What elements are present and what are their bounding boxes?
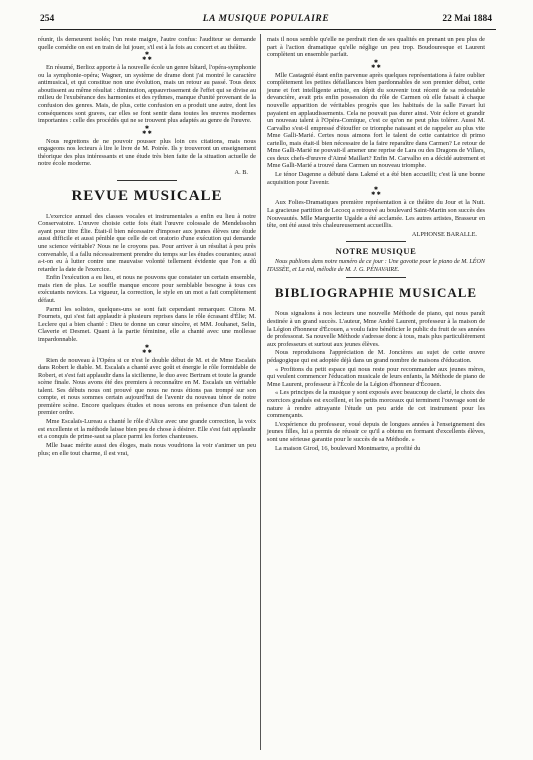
signature: A. B. [234, 169, 248, 177]
paragraph: mais il nous semble qu'elle ne perdrait rien de ses qualités en prenant un peu plus de part à l'action dramatique qu'elle néglige un peu trop. Boudouresque et Laurent complètent un ensemble parfait. [267, 36, 485, 59]
section-title-revue: REVUE MUSICALE [71, 187, 223, 204]
section-title-bibliographie: BIBLIOGRAPHIE MUSICALE [274, 285, 478, 301]
asterism: ✱ ✱ ✱ [142, 344, 152, 355]
music-note: Nous publions dans notre numéro de ce jour : Une gavotte pour le piano de M. LÉON ITASSÈE, et La nid, mélodie de M. J. G. PÉNAVAIRE. [267, 259, 485, 273]
asterism: ✱ ✱ ✱ [371, 187, 381, 198]
issue-date: 22 Mai 1884 [442, 14, 492, 24]
divider [117, 180, 177, 181]
paragraph: L'expérience du professeur, voué depuis de longues années à l'enseignement des jeunes filles, lui a permis de réussir ce qu'il a obtenu en formant d'excellents élèves, sont une sérieuse garantie pour le succès de sa Méthode. » [267, 420, 485, 443]
divider [346, 241, 406, 242]
signature: ALPHONSE BARALLE. [411, 230, 477, 238]
paragraph: Le ténor Dagenne a débuté dans Lakmé et a été bien accueilli; c'est là une bonne acquisition pour l'avenir. [267, 171, 485, 186]
paragraph: Nous reproduisons l'appréciation de M. Joncières au sujet de cette œuvre pédagogique qui est adoptée déjà dans un grand nombre de maisons d'éducation. [267, 349, 485, 364]
asterism: ✱ ✱ ✱ [142, 52, 152, 63]
paragraph: Rien de nouveau à l'Opéra si ce n'est le double début de M. et de Mme Escalaïs dans Robert le diable. M. Escalaïs a chanté avec goût et énergie le rôle formidable de Robert, et s'est fait applaudir dans la sicilienne, le duo avec Bertram et toute la grande scène finale. Nous avons été des premiers à reconnaître en M. Escalaïs un véritable talent. Ses débuts nous ont prouvé que nous ne nous étions pas trompé sur son compte, et nous sommes certain aujourd'hui de l'avenir du nouveau ténor de notre première scène. Encore quelques études et nous serons en présence d'un talent de premier ordre. [38, 356, 256, 417]
page-header [40, 14, 492, 28]
asterism: ✱ ✱ ✱ [371, 59, 381, 70]
paragraph: réunir, ils demeurent isolés; l'un reste maigre, l'autre confus: l'auditeur se demande quelle comédie on est en train de lui jouer, s'il est à la fois au concert et au théâtre. [38, 36, 256, 51]
asterism: ✱ ✱ ✱ [142, 125, 152, 136]
right-column [267, 36, 485, 453]
paragraph: Mme Escalaïs-Lureau a chanté le rôle d'Alice avec une grande correction, la voix est excellente et la méthode laisse bien peu de chose à désirer. Elle s'est fait applaudir et a conquis de prime-saut sa place parmi les fortes chanteuses. [38, 418, 256, 441]
section-title-notre-musique: NOTRE MUSIQUE [335, 246, 417, 257]
divider [346, 277, 406, 278]
paragraph: La maison Girod, 16, boulevard Montmartre, a profité du [275, 444, 421, 452]
paragraph: Enfin l'exécution a eu lieu, et nous ne pouvons que constater un certain ensemble, mais rien de plus. Le souffle manque encore pour semblable besogne à tous ces exécutants novices. La vigueur, la correction, le style en un mot a fait complètement défaut. [38, 274, 256, 304]
header-rule [40, 29, 496, 30]
paragraph: En résumé, Berlioz apporte à la nouvelle école un genre bâtard, l'opéra-symphonie ou la symphonie-opéra; Wagner, un système de drame dont j'ai montré le caractère antimusical, et qui constitue non une évolution, mais un retour au passé. Tous deux aboutissent au même résultat : diminution, appauvrissement de l'effet qui se divise au milieu de l'exubérance des harmonies et des rythmes, manque d'unité provenant de la confusion des genres. Mais, de plus, cette confusion en a produit une autre, dont les conséquences sont graves, car elles se font sentir dans toutes les œuvres modernes importantes : celle des procédés qui ne se trouvent plus adaptés au genre de l'œuvre. [38, 64, 256, 125]
paragraph: Nous regrettons de ne pouvoir pousser plus loin ces citations, mais nous engageons nos lecteurs à lire le livre de M. Poirée. Ils y trouveront un enseignement théorique des plus intéressants et une étude très bien faite de la situation actuelle de notre école moderne. [38, 137, 256, 168]
paragraph: Mlle Castagnié étant enfin parvenue après quelques représentations à faire oublier complètement les petites défaillances bien pardonnables de son premier début, cette jeune et fort intelligente artiste, en dépit du souvenir tout récent de sa redoutable devancière, avait pris enfin possession du rôle de Carmen où elle faisait à chaque nouvelle apparition de véritables progrès que les habitués de la salle Favart lui payaient en applaudissements. Cela ne pouvait pas durer ainsi. Voir éclore et grandir un nouveau talent à l'Opéra-Comique, c'est ce qu'on ne peut plus tolérer. Aussi M. Carvalho s'est-il empressé d'étouffer ce triomphe naissant et de rappeler au plus vite Mme Galli-Marié. Certes nous aimons fort le talent de cette cantatrice di primo cartello, mais était-il bien nécessaire de la faire reparaître dans Carmen? Le retour de Mme Galli-Marié ne pouvait-il amener une reprise de Lara ou des Dragons de Villars, ces deux chefs-d'œuvre d'Aimé Maillart? Enfin M. Carvalho en a décidé autrement et Mme Galli-Marié a trouvé dans Carmen un nouveau triomphe. [267, 71, 485, 170]
page-number: 254 [40, 14, 55, 24]
column-divider [260, 34, 261, 750]
paragraph: Nous signalons à nos lecteurs une nouvelle Méthode de piano, qui nous paraît destinée à un grand succès. L'auteur, Mme André Laurent, professeur à la maison de la Légion d'honneur d'Écouen, a voulu faire bénéficier le public du fruit de ses années de professorat. Sa nouvelle Méthode s'adresse donc à tous, mais plus particulièrement aux professeurs et surtout aux jeunes élèves. [267, 310, 485, 348]
paragraph: « Les principes de la musique y sont exposés avec beaucoup de clarté, le choix des exercices gradués est excellent, et les petits morceaux qui terminent l'ouvrage sont de nature à rendre attrayante l'étude un peu aride de cet instrument pour les commençants. [267, 389, 485, 420]
paragraph: Mlle Isaac mérite aussi des éloges, mais nous voudrions la voir s'animer un peu plus; en elle tout charme, il est vrai, [38, 442, 256, 457]
paragraph: Aux Folies-Dramatiques première représentation à ce théâtre du Jour et la Nuit. La gracieuse partition de Lecocq a retrouvé au boulevard Saint-Martin son succès des Nouveautés. Mlle Marguerite Ugalde a été acclamée. Les autres artistes, Brasseur en tête, ont été aussi très chaleureusement accueillis. [267, 199, 485, 230]
publication-title: LA MUSIQUE POPULAIRE [202, 14, 330, 24]
paragraph: L'exercice annuel des classes vocales et instrumentales a enfin eu lieu à notre Conservatoire. L'œuvre choisie cette fois était l'œuvre colossale de Mendelssohn ayant pour titre Élie. Était-il bien nécessaire d'imposer aux jeunes élèves une étude aussi difficile et aussi pénible que celle de cet oratorio d'une exécution qui demande une science véritable? Nous ne le croyons pas. Pour arriver à un résultat à peu près convenable, il a fallu nécessairement prendre du temps sur les études courantes; aussi a-t-on eu à lutter contre une mauvaise volonté tellement évidente que l'on a dû retarder la date de l'exercice. [38, 212, 256, 273]
paragraph: « Profitons du petit espace qui nous reste pour recommander aux jeunes mères, qui veulent commencer l'éducation musicale de leurs enfants, la Méthode de piano de Mme Laurent, professeur à l'École de la Légion d'honneur d'Écouen. [267, 365, 485, 388]
paragraph: Parmi les solistes, quelques-uns se sont fait cependant remarquer. Citons M. Fournets, qui s'est fait applaudir à plusieurs reprises dans le rôle écrasant d'Élie; M. Leclere qui a bien chanté : Dieu te donne un cœur sincère, et MM. Jouhanet, Selin, Claverie et Desmet. Quant à la partie féminine, elle a chanté avec une mollesse impardonnable. [38, 305, 256, 343]
left-column [38, 36, 256, 458]
